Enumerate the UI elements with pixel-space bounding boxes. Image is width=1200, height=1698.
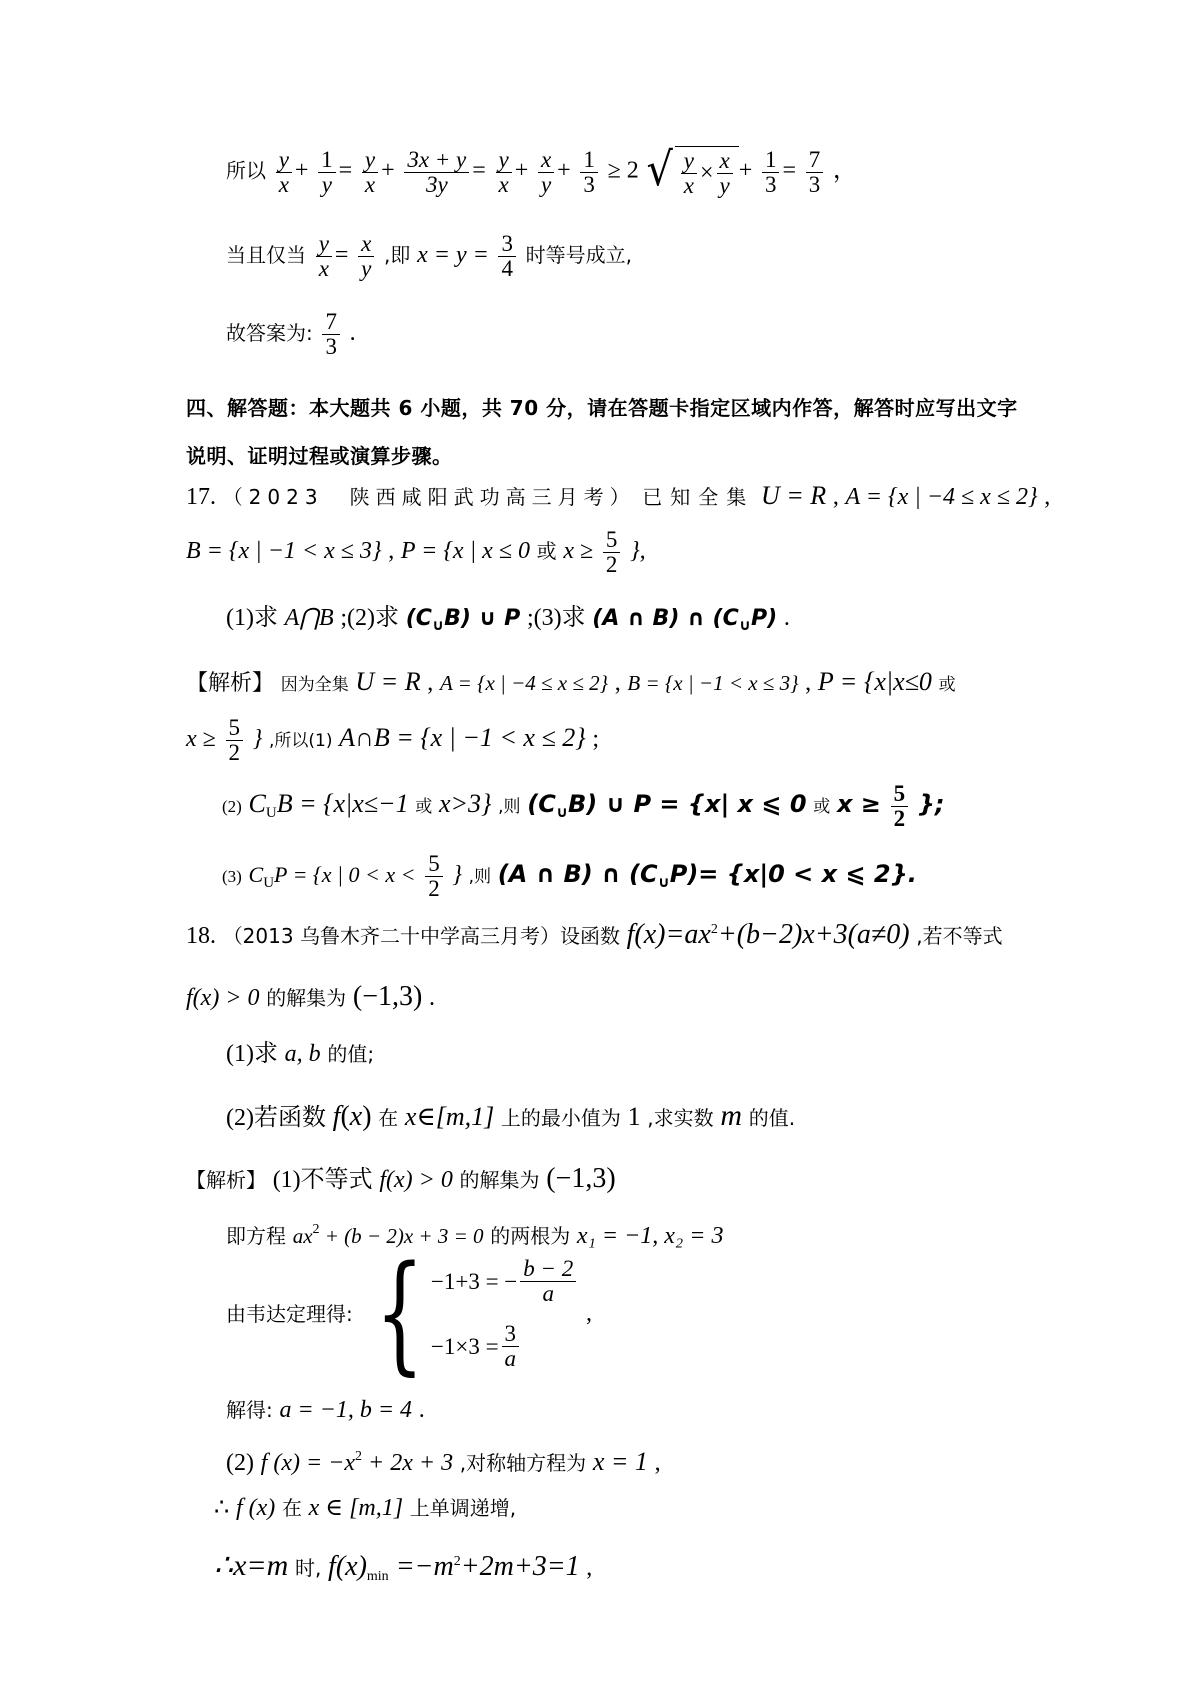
- punct: ，: [832, 157, 857, 184]
- text: (2): [226, 1450, 254, 1476]
- text: (1)不等式: [272, 1167, 373, 1193]
- text: 当且仅当: [226, 243, 306, 268]
- sqrt: √ $\frac{y}{x}$ × $\frac{x}{y}$: [645, 146, 738, 198]
- text: ;(3)求: [526, 605, 586, 631]
- text: 由韦达定理得:: [226, 1302, 353, 1326]
- fraction: $\frac{y}{x}$: [316, 232, 332, 281]
- text: ,对称轴方程为: [459, 1451, 587, 1475]
- expr: A⋂B: [284, 605, 334, 631]
- text: (2): [222, 797, 242, 817]
- fraction: $\frac{y}{x}$: [496, 148, 512, 197]
- q17-parts: [226, 604, 790, 634]
- q18-part-1: [226, 1040, 374, 1069]
- set-b: B = {x | −1 < x ≤ 3}: [186, 538, 382, 565]
- roots: x₁ = −1, x₂ = 3: [576, 1223, 724, 1249]
- fraction: $\frac{x}{y}$: [358, 232, 374, 281]
- text: ,若不等式: [916, 924, 1003, 948]
- text: ,所以(1): [269, 731, 333, 752]
- inequality: x ≥: [563, 538, 594, 565]
- text: ;(2)求: [340, 605, 400, 631]
- question-source: （2023 陕西咸阳武功高三月考）: [222, 485, 636, 509]
- punct: .: [418, 1397, 425, 1423]
- ab-result: A∩B = {x | −1 < x ≤ 2}: [339, 723, 586, 753]
- inequality: ≥ 2: [607, 157, 639, 184]
- text: 上单调递增,: [409, 1496, 517, 1520]
- text: 的解集为: [266, 986, 347, 1010]
- vars: a, b: [284, 1041, 321, 1067]
- sol18-line-1: [186, 1162, 616, 1196]
- fraction: $\frac{7}{3}$: [322, 310, 340, 359]
- text: 即方程: [226, 1224, 286, 1248]
- question-source: （2013 乌鲁木齐二十中学高三月考）设函数: [222, 924, 620, 948]
- q18-line-2: [186, 980, 435, 1014]
- text: (1)求: [226, 605, 278, 631]
- sol17-line-1: 【解析】 因为全集 U = R , A = {x | −4 ≤ x ≤ 2} , B = {x | −1 < x ≤ 3} , P = {x|x≤0 或: [186, 667, 956, 696]
- text: 上的最小值为: [500, 1106, 621, 1130]
- text: (2)若函数: [226, 1105, 326, 1131]
- text: 在: [281, 1496, 302, 1520]
- q17-line-2: B = {x | −1 < x ≤ 3} , P = {x | x ≤ 0 或 x ≥ $\frac{5}{2}$ },: [186, 527, 646, 578]
- inequality: f(x) > 0: [186, 985, 260, 1011]
- text: 在: [378, 1106, 399, 1130]
- q18-part-2: (2)若函数 f(x) 在 x∈[m,1] 上的最小值为 1 ,求实数 m 的值.: [226, 1099, 796, 1132]
- set-a: A = {x | −4 ≤ x ≤ 2}: [439, 671, 609, 695]
- q17-line-1: 17. （2023 陕西咸阳武功高三月考） 已知全集 U = R , A = {x | −4 ≤ x ≤ 2} ,: [186, 481, 1051, 510]
- text: 解得:: [226, 1398, 273, 1422]
- proof-line-2: 当且仅当 $\frac{y}{x}$ = $\frac{x}{y}$ ,即 x = y = $\frac{3}{4}$ 时等号成立,: [226, 231, 633, 282]
- fraction: $\frac{7}{3}$: [806, 148, 824, 197]
- sol18-line-4: [226, 1396, 425, 1425]
- set-b: B = {x | −1 < x ≤ 3}: [627, 671, 799, 695]
- text: ,则: [468, 867, 492, 888]
- punct: .: [429, 985, 436, 1011]
- punct: ,: [586, 1555, 593, 1581]
- text: 因为全集: [280, 675, 349, 695]
- punct: ,: [585, 1300, 592, 1327]
- fraction: $\frac{y}{x}$: [276, 148, 292, 197]
- text: 的值.: [748, 1106, 796, 1130]
- text: (1)求: [226, 1041, 278, 1067]
- text: 的解集为: [459, 1168, 540, 1192]
- text: 的值;: [327, 1042, 375, 1066]
- interval: (−1,3): [546, 1163, 616, 1194]
- fraction: $\frac{1}{3}$: [762, 148, 780, 197]
- expr: $(C_\cup B)$ ∪ P: [405, 606, 521, 634]
- text: 时等号成立,: [525, 243, 633, 268]
- text: 已知全集: [642, 485, 755, 509]
- punct: .: [349, 320, 356, 347]
- text: ∴: [214, 1495, 230, 1521]
- fraction: $\frac{5}{2}$: [425, 852, 443, 901]
- equation: U = R: [355, 667, 421, 696]
- text: 故答案为:: [226, 321, 313, 346]
- section-heading: 四、解答题：本大题共 6 小题，共 70 分，请在答题卡指定区域内作答，解答时应写出文字: [186, 396, 1018, 420]
- section-heading-cont: 说明、证明过程或演算步骤。: [186, 444, 453, 468]
- sol17-line-3: (2) $C_UB = \{x|x\le-1$ 或 x>3} ,则 $(C_\cup B)$ ∪ P = {x| x ⩽ 0 或 x ≥ $\frac{5}{2}$ };: [222, 781, 945, 832]
- punct: },: [630, 538, 646, 565]
- punct: .: [783, 605, 790, 631]
- var: m: [720, 1099, 743, 1132]
- q18-line-1: 18. （2013 乌鲁木齐二十中学高三月考）设函数 $f(x)=ax^2+(b-2)x+3(a\ne 0)$ ,若不等式: [186, 919, 1003, 950]
- sol18-line-5: (2) f $(x) = -x^2 + 2x + 3$ ,对称轴方程为 x = 1 ,: [226, 1447, 661, 1476]
- text: 的两根为: [490, 1224, 571, 1248]
- text: (3): [222, 867, 242, 887]
- text: ,求实数: [647, 1106, 714, 1130]
- range: x∈[m,1]: [404, 1102, 495, 1131]
- solution-label: 【解析】: [186, 671, 275, 696]
- set-p: P =: [817, 667, 858, 696]
- question-number: 18.: [186, 923, 216, 949]
- sol18-line-6: ∴ f (x) 在 x ∈ [m,1] 上单调递增,: [214, 1495, 517, 1521]
- sol18-line-7: ∴x=m 时, $f(x)_{min} =-m^2+2m+3=1$ ,: [214, 1549, 593, 1584]
- text: 或: [938, 675, 956, 695]
- equation-system: { −1+3 = − $\frac{b - 2}{a}$ −1×3 = $\frac{3}{a}$: [359, 1250, 579, 1378]
- punct: ,: [654, 1450, 661, 1476]
- text: 或: [536, 539, 557, 564]
- text: ∴x=m: [214, 1549, 289, 1582]
- fraction: $\frac{1}{3}$: [580, 148, 598, 197]
- values: a = −1, b = 4: [279, 1397, 413, 1423]
- fraction: $\frac{3}{4}$: [498, 232, 516, 281]
- set-p: P = {x | x ≤ 0: [400, 538, 530, 565]
- inequality: f(x) > 0: [379, 1167, 453, 1193]
- sol18-line-3: [226, 1239, 592, 1388]
- interval: (−1,3): [352, 981, 423, 1012]
- fraction: $\frac{3x + y}{3y}$: [404, 148, 469, 197]
- set-a: A = {x | −4 ≤ x ≤ 2}: [845, 484, 1038, 510]
- sol18-line-2: 即方程 $ax^2 + (b - 2)x + 3 = 0$ 的两根为 x₁ = −1, x₂ = 3: [226, 1222, 724, 1249]
- fraction: $\frac{1}{y}$: [318, 148, 336, 197]
- text: ,即: [384, 243, 411, 268]
- equation: x = y =: [417, 242, 489, 269]
- fraction: $\frac{x}{y}$: [538, 148, 554, 197]
- text: 所以: [226, 158, 266, 183]
- question-number: 17.: [186, 484, 216, 510]
- solution-label: 【解析】: [186, 1168, 266, 1192]
- expr: (A ∩ B) ∩ $(C_\cup P)$: [592, 606, 778, 634]
- value: 1: [627, 1102, 641, 1131]
- axis: x = 1: [592, 1447, 648, 1476]
- proof-line-3: [226, 310, 356, 359]
- fraction: $\frac{5}{2}$: [603, 528, 621, 577]
- text: ,则: [498, 797, 521, 818]
- sol17-line-4: (3) $C_UP = \{x$ | 0 < x < $\frac{5}{2}$ } ,则 (A ∩ B) ∩ $(C_\cup P)= \{x|0 < x$ ⩽ 2}.: [222, 851, 917, 902]
- fraction: $\frac{5}{2}$: [226, 716, 244, 765]
- proof-line-1: 所以 $\frac{y}{x}$ + $\frac{1}{y}$ = $\frac{y}{x}$ + $\frac{3x + y}{3y}$ = $\frac{y}{x}$ + $\frac{x}{y}$ + $\frac{1}{3}$ ≥ 2 √ $\frac{y}{x}$ × $\frac{x}{y}$ + $\frac{1}{3}$ = $\frac{7}{3}$ ，: [226, 142, 857, 199]
- range: x ∈ [m,1]: [308, 1495, 404, 1521]
- text: 时,: [295, 1556, 322, 1580]
- fraction: $\frac{y}{x}$: [362, 148, 378, 197]
- sol17-line-2: x ≥ $\frac{5}{2}$ } ,所以(1) A∩B = {x | −1 < x ≤ 2} ;: [186, 715, 599, 766]
- equation: U = R: [760, 481, 827, 510]
